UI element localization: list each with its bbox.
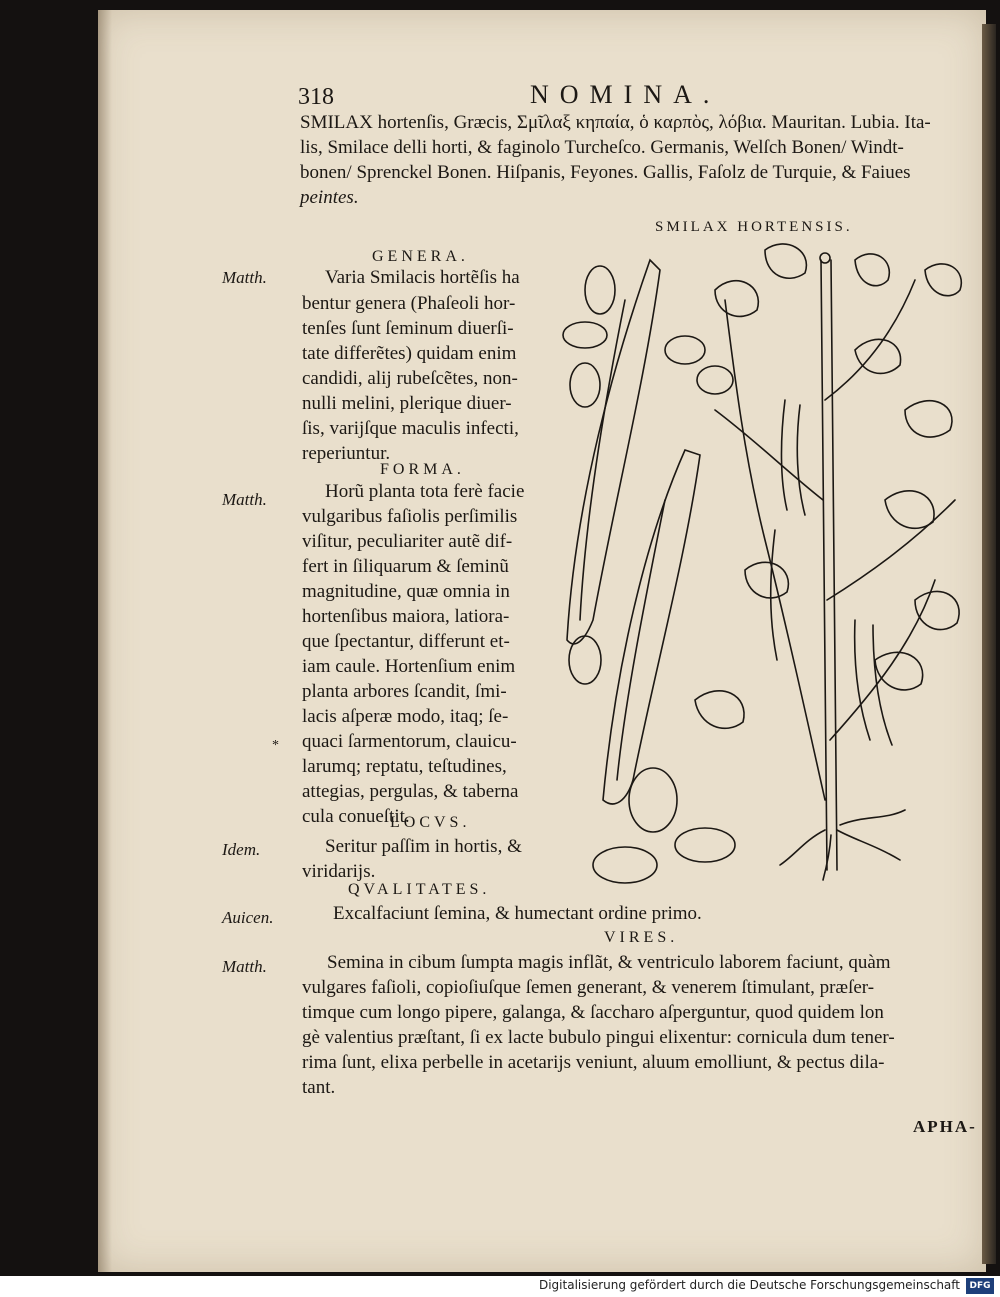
margin-note-qualitates: Auicen. — [222, 908, 274, 927]
locus-line-2: viridarijs. — [302, 861, 376, 882]
vires-line-4: gè valentius præſtant, ſi ex lacte bubulo pingui elixentur: cornicula dum tener- — [302, 1027, 895, 1048]
forma-line-1: Horũ planta tota ferè facie — [325, 481, 525, 502]
genera-line-7: ſis, varijſque maculis infecti, — [302, 418, 519, 439]
forma-line-8: iam caule. Hortenſium enim — [302, 656, 516, 677]
margin-mark: * — [272, 738, 279, 753]
nomina-line-1: SMILAX hortenſis, Græcis, Σμῖλαξ κηπαία, ὁ καρπὸς, λόβια. Mauritan. Lubia. Ita- — [300, 112, 931, 133]
forma-line-11: quaci ſarmentorum, clauicu- — [302, 731, 517, 752]
running-title: NOMINA. — [530, 80, 721, 109]
forma-line-2: vulgaribus faſiolis perſimilis — [302, 506, 518, 527]
margin-note-genera: Matth. — [222, 268, 267, 287]
vires-line-2: vulgares faſioli, copioſiuſque ſemen generant, & venerem ſtimulant, præſer- — [302, 977, 875, 998]
genera-line-1: Varia Smilacis hortẽſis ha — [325, 267, 520, 288]
forma-line-6: hortenſibus maiora, latiora- — [302, 606, 510, 627]
footer-bar — [0, 1276, 1000, 1297]
heading-vires: VIRES. — [604, 929, 679, 946]
margin-note-forma: Matth. — [222, 490, 267, 509]
vires-line-5: rima ſunt, elixa perbelle in acetarijs veniunt, aluum emolliunt, & pectus dila- — [302, 1052, 885, 1073]
plate-title: SMILAX HORTENSIS. — [655, 219, 853, 235]
forma-line-5: magnitudine, quæ omnia in — [302, 581, 510, 602]
qualitates-line-1: Excalfaciunt ſemina, & humectant ordine primo. — [333, 903, 702, 924]
heading-forma: FORMA. — [380, 461, 465, 478]
page-gutter-shadow — [98, 10, 112, 1272]
catchword: APHA- — [913, 1117, 977, 1136]
vires-line-3: timque cum longo pipere, galanga, & ſaccharo aſperguntur, quod quidem lon — [302, 1002, 884, 1023]
heading-locus: LOCVS. — [390, 814, 471, 831]
locus-line-1: Seritur paſſim in hortis, & — [325, 836, 522, 857]
heading-qualitates: QVALITATES. — [348, 881, 491, 898]
genera-line-8: reperiuntur. — [302, 443, 391, 464]
margin-note-vires: Matth. — [222, 957, 267, 976]
genera-line-3: tenſes ſunt ſeminum diuerſi- — [302, 318, 514, 339]
forma-line-12: larumq; reptatu, teſtudines, — [302, 756, 507, 777]
forma-line-13: attegias, pergulas, & taberna — [302, 781, 519, 802]
vires-line-1: Semina in cibum ſumpta magis inflãt, & ventriculo laborem faciunt, quàm — [327, 952, 891, 973]
forma-line-4: fert in ſiliquarum & ſeminũ — [302, 556, 509, 577]
nomina-line-2: lis, Smilace delli horti, & faginolo Turcheſco. Germanis, Welſch Bonen/ Windt- — [300, 137, 904, 158]
genera-line-5: candidi, alij rubeſcẽtes, non- — [302, 368, 518, 389]
forma-line-9: planta arbores ſcandit, ſmi- — [302, 681, 507, 702]
forma-line-3: viſitur, peculiariter autẽ dif- — [302, 531, 513, 552]
page-edge — [982, 24, 996, 1264]
forma-line-7: que ſpectantur, differunt et- — [302, 631, 510, 652]
nomina-line-4: peintes. — [300, 187, 359, 208]
footer-credit: Digitalisierung gefördert durch die Deutsche Forschungsgemeinschaft — [538, 1278, 960, 1292]
forma-line-10: lacis aſperæ modo, itaq; ſe- — [302, 706, 509, 727]
vires-line-6: tant. — [302, 1077, 336, 1098]
bean-plant-woodcut — [555, 240, 975, 900]
genera-line-6: nulli melini, plerique diuer- — [302, 393, 512, 414]
dfg-logo-icon: DFG — [966, 1278, 994, 1294]
nomina-line-3: bonen/ Sprenckel Bonen. Hiſpanis, Feyones. Gallis, Faſolz de Turquie, & Faiues — [300, 162, 911, 183]
margin-note-locus: Idem. — [222, 840, 261, 859]
heading-genera: GENERA. — [372, 248, 469, 265]
genera-line-4: tate differẽtes) quidam enim — [302, 343, 517, 364]
page-number: 318 — [298, 84, 334, 110]
genera-line-2: bentur genera (Phaſeoli hor- — [302, 293, 516, 314]
forma-line-14: cula conueſtit. — [302, 806, 410, 827]
